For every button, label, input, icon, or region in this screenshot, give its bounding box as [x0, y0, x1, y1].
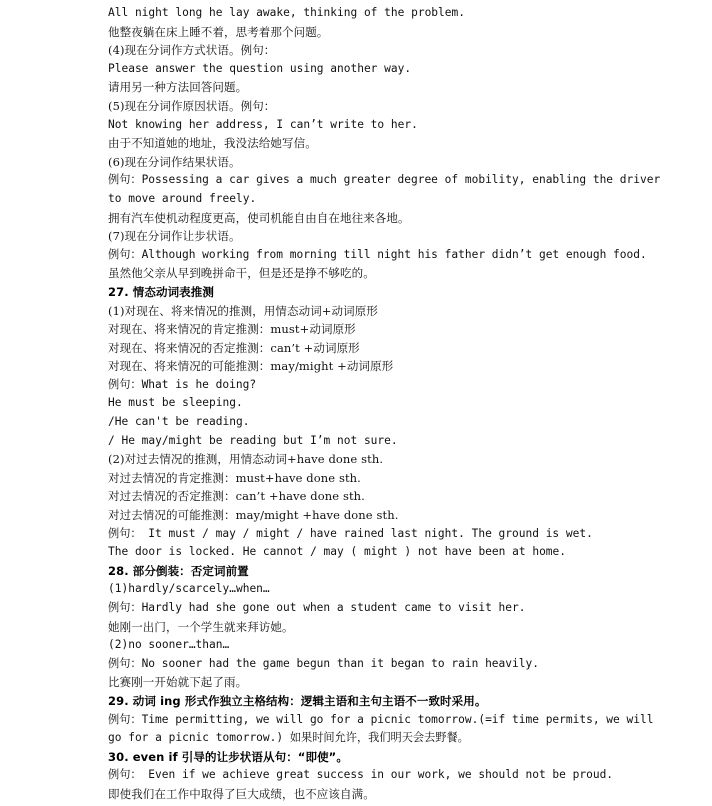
text-line: 例句：Hardly had she gone out when a student came to visit her.	[108, 601, 526, 614]
document-page	[108, 4, 708, 804]
text-line: go for a picnic tomorrow.) 如果时间允许，我们明天会去野餐。	[108, 731, 469, 745]
text-line: 他整夜躺在床上睡不着，思考着那个问题。	[108, 24, 329, 39]
text-line: Please answer the question using another way.	[108, 61, 412, 75]
text-line: (1)对现在、将来情况的推测，用情态动词+动词原形	[108, 303, 378, 318]
text-line: 即使我们在工作中取得了巨大成绩，也不应该自满。	[108, 786, 375, 801]
section-heading: 27. 情态动词表推测	[108, 284, 214, 299]
text-line: to move around freely.	[108, 191, 257, 205]
text-line: 对过去情况的肯定推测：must+have done sth.	[108, 470, 361, 485]
text-line: (1)hardly/scarcely…when…	[108, 582, 270, 596]
text-line: 例句：No sooner had the game begun than it began to rain heavily.	[108, 656, 539, 670]
section-heading: 28. 部分倒装：否定词前置	[108, 563, 249, 578]
text-line: 对过去情况的否定推测：can’t +have done sth.	[108, 489, 365, 504]
text-line: All night long he lay awake, thinking of the problem.	[108, 6, 465, 19]
text-line: 拥有汽车使机动程度更高，使司机能自由自在地往来各地。	[108, 210, 410, 225]
text-line: (7)现在分词作让步状语。	[108, 229, 241, 244]
text-line: 请用另一种方法回答问题。	[108, 80, 248, 95]
section-heading: 29. 动词 ing 形式作独立主格结构：逻辑主语和主句主语不一致时采用。	[108, 693, 487, 708]
text-line: 例句：Although working from morning till night his father didn’t get enough food.	[108, 247, 647, 261]
text-line: (4)现在分词作方式状语。例句：	[108, 43, 276, 58]
text-line: / He may/might be reading but I’m not sure.	[108, 433, 398, 447]
text-line: Not knowing her address, I can’t write to her.	[108, 117, 418, 131]
text-line: (6)现在分词作结果状语。	[108, 154, 241, 169]
text-line: 例句： It must / may / might / have rained last night. The ground is wet.	[108, 526, 593, 540]
section-heading: 30. even if 引导的让步状语从句：“即使”。	[108, 749, 348, 764]
text-line: 对现在、将来情况的可能推测：may/might +动词原形	[108, 359, 394, 374]
text-line: 例句： Even if we achieve great success in our work, we should not be proud.	[108, 768, 614, 782]
text-line: 她刚一出门，一个学生就来拜访她。	[108, 619, 294, 634]
text-line: 比赛刚一开始就下起了雨。	[108, 675, 248, 690]
text-line: He must be sleeping.	[108, 396, 243, 410]
text-line: 例句：Possessing a car gives a much greater degree of mobility, enabling the driver	[108, 173, 661, 187]
text-line: 例句：What is he doing?	[108, 377, 257, 391]
text-line: The door is locked. He cannot / may ( might ) not have been at home.	[108, 545, 567, 559]
text-line: /He can't be reading.	[108, 415, 250, 429]
text-line: 由于不知道她的地址，我没法给她写信。	[108, 136, 317, 151]
text-line: 对过去情况的可能推测：may/might +have done sth.	[108, 508, 399, 523]
text-line: (2)no sooner…than…	[108, 638, 230, 652]
text-line: 虽然他父亲从早到晚拼命干，但是还是挣不够吃的。	[108, 266, 375, 281]
text-line: 对现在、将来情况的否定推测：can’t +动词原形	[108, 340, 360, 355]
text-line: 例句：Time permitting, we will go for a picnic tomorrow.(=if time permits, we will	[108, 712, 654, 726]
text-line: (5)现在分词作原因状语。例句：	[108, 98, 276, 113]
text-line: 对现在、将来情况的肯定推测：must+动词原形	[108, 322, 356, 337]
text-line: (2)对过去情况的推测，用情态动词+have done sth.	[108, 452, 384, 467]
